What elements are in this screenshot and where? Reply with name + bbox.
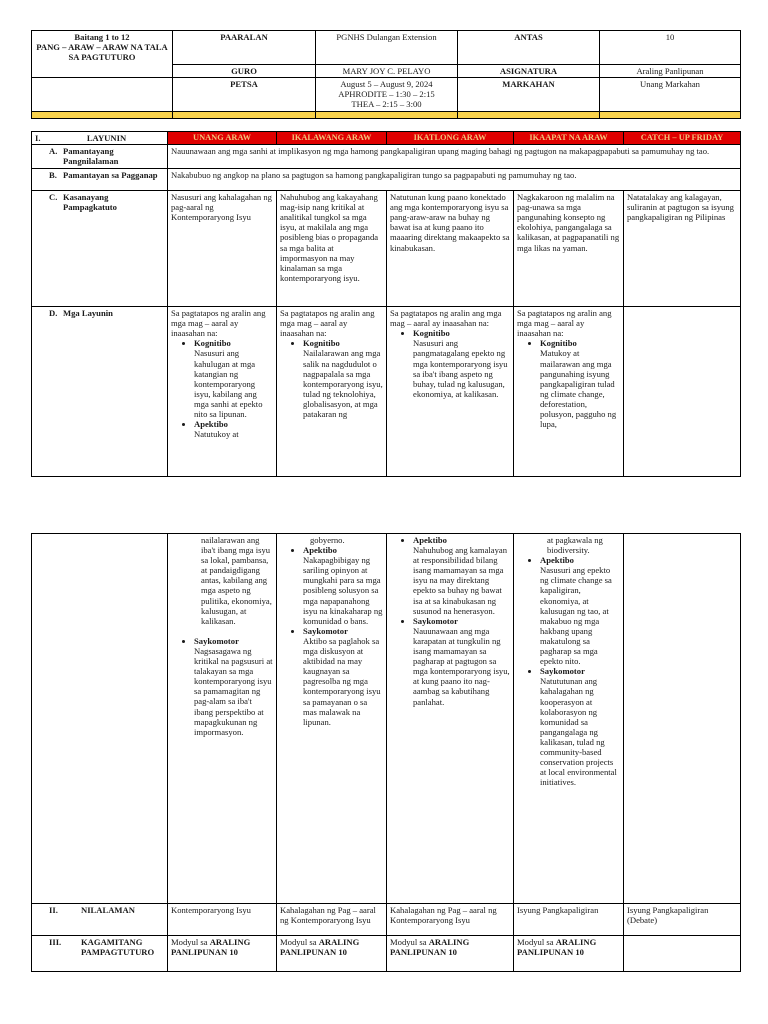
row-title: Pamantayan sa Pagganap [63, 170, 158, 181]
plan-table-page1 [31, 131, 741, 477]
yellow-band [32, 112, 173, 119]
apektibo-text-cont: nailalarawan ang iba't ibang mga isyu sa lokal, pambansa, at pandaigdigang antas, kabilang ang mga aspeto ng pulitika, ekonomiya, kalusugan, at kalikasan. [201, 535, 272, 626]
bullet-apektibo [540, 555, 620, 666]
kognitibo-label: Kognitibo [194, 338, 231, 349]
saykomotor-text: Natututunan ang kahalagahan ng kooperasyon at kolaborasyon ng komunidad sa pangangalaga ng kalikasan, tulad ng community-based conservation projects at local environmental initiatives. [540, 676, 617, 788]
layunin-intro: Sa pagtatapos ng aralin ang mga mag – aaral ay inaasahan na: [517, 308, 612, 339]
modyul-prefix: Modyul sa [171, 937, 208, 947]
petsa-value [316, 78, 458, 112]
antas-value: 10 [600, 31, 741, 65]
kagamitan-cell [277, 936, 387, 972]
pamantayan-sa-pagganap-text: Nakabubuo ng angkop na plano sa pagtugon sa hamong pangkapaligiran tungo sa pagpapabuti ng pamumuhay ng tao. [168, 169, 741, 191]
layunin-heading [32, 132, 168, 145]
nilalaman-cell: Kahalagahan ng Pag – aaral ng Kontemporaryong Isyu [277, 904, 387, 936]
kasanayan-cell: Natatalakay ang kalagayan, suliranin at pagtugon sa isyung pangkapaligiran ng Pilipinas [624, 191, 741, 307]
saykomotor-label: Saykomotor [413, 615, 458, 626]
bullet-saykomotor [540, 666, 620, 787]
markahan-value: Unang Markahan [600, 78, 741, 112]
paaralan-value: PGNHS Dulangan Extension [316, 31, 458, 65]
layunin-day1-cont [168, 534, 277, 904]
day-header: CATCH – UP FRIDAY [624, 132, 741, 145]
day-header: UNANG ARAW [168, 132, 277, 145]
kasanayan-cell: Natutunan kung paano konektado ang mga kontemporaryong isyu sa pang-araw-araw na buhay ng bawat isa at kung paano ito maaaring direktang makaapekto sa kinabukasan. [387, 191, 514, 307]
apektibo-text: Natutukoy at [194, 429, 239, 440]
empty-cell [32, 78, 173, 112]
apektibo-text: Nahuhubog ang kamalayan at responsibilidad bilang isang mamamayan sa mga isyu na may direktang epekto sa buhay ng bawat isa at sa kinabukasan ng susunod na henerasyon. [413, 545, 508, 616]
row-label-c [32, 191, 168, 307]
nilalaman-cell: Isyung Pangkapaligiran [514, 904, 624, 936]
kognitibo-text: Nasusuri ang kahulugan at mga katangian ng kontemporaryong isyu, kabilang ang mga sanhi at epekto nito sa lipunan. [194, 348, 263, 420]
nilalaman-cell: Kontemporaryong Isyu [168, 904, 277, 936]
layunin-day4-cont [514, 534, 624, 904]
day-header: IKATLONG ARAW [387, 132, 514, 145]
layunin-day5 [624, 307, 741, 477]
doc-title: PANG – ARAW – ARAW NA TALA SA PAGTUTURO [36, 42, 168, 63]
antas-label: ANTAS [458, 31, 600, 65]
row-letter: A. [49, 146, 58, 157]
saykomotor-label: Saykomotor [303, 625, 348, 636]
saykomotor-text: Nauunawaan ang mga karapatan at tungkulin ng isang mamamayan sa pagharap at pagtugon sa mga kontemporaryong isyu, at kung paano ito nag-aambag sa kabutihang panlahat. [413, 625, 510, 707]
layunin-day1 [168, 307, 277, 477]
layunin-day2-cont [277, 534, 387, 904]
section-number: I. [35, 133, 41, 143]
row-letter: C. [49, 192, 58, 203]
saykomotor-label: Saykomotor [540, 666, 585, 677]
nilalaman-cell: Isyung Pangkapaligiran (Debate) [624, 904, 741, 936]
kognitibo-label: Kognitibo [413, 328, 450, 339]
day-header: IKAAPAT NA ARAW [514, 132, 624, 145]
nilalaman-cell: Kahalagahan ng Pag – aaral ng Kontemporaryong Isyu [387, 904, 514, 936]
kognitibo-label: Kognitibo [303, 338, 340, 349]
guro-value: MARY JOY C. PELAYO [316, 65, 458, 78]
apektibo-text: Nakapagbibigay ng sariling opinyon at mungkahi para sa mga posibleng solusyon sa mga napapanahong isyu na kinakaharap ng komunidad o bans. [303, 555, 383, 626]
bullet-saykomotor [303, 626, 383, 727]
guro-label: GURO [173, 65, 316, 78]
kognitibo-text-cont: at pagkawala ng biodiversity. [547, 535, 603, 556]
section-number: III. [49, 937, 62, 947]
row-title: Pamantayang Pangnilalaman [63, 146, 119, 167]
petsa-line: THEA – 2:15 – 3:00 [351, 99, 422, 110]
layunin-day3 [387, 307, 514, 477]
modyul-prefix: Modyul sa [390, 937, 427, 947]
day-header: IKALAWANG ARAW [277, 132, 387, 145]
section-number: II. [49, 905, 58, 915]
kognitibo-text-cont: gobyerno. [310, 535, 345, 545]
modyul-title: ARALING PANLIPUNAN 10 [280, 937, 360, 958]
layunin-day2 [277, 307, 387, 477]
bullet-saykomotor [194, 636, 273, 737]
saykomotor-text: Aktibo sa paglahok sa mga diskusyon at aktibidad na may kaugnayan sa pagresolba ng mga kontemporaryong isyu sa pamayanan o sa mas malawak na lipunan. [303, 635, 381, 727]
apektibo-label: Apektibo [413, 535, 447, 545]
apektibo-label: Apektibo [303, 545, 337, 556]
apektibo-label: Apektibo [540, 555, 574, 566]
row-label-b [32, 169, 168, 191]
saykomotor-text: Nagsasagawa ng kritikal na pagsusuri at talakayan sa mga kontemporaryong isyu sa pamamagitan ng pag-alam sa iba't ibang perspektibo at mapagkukunan ng impormasyon. [194, 645, 273, 737]
row-title: Kasanayang Pampagkatuto [63, 192, 117, 213]
bullet-saykomotor [413, 616, 510, 707]
row-label-d [32, 307, 168, 477]
asignatura-value: Araling Panlipunan [600, 65, 741, 78]
bullet-kognitibo [194, 338, 273, 419]
modyul-title: ARALING PANLIPUNAN 10 [390, 937, 470, 958]
kagamitan-cell-empty [624, 936, 741, 972]
doc-title-cell [32, 31, 173, 78]
kagamitan-cell [514, 936, 624, 972]
kognitibo-text: Nasusuri ang pangmatagalang epekto ng mga kontemporaryong isyu sa iba't ibang aspeto ng buhay, tulad ng kalusugan, ekonomiya, at kalikasan. [413, 338, 508, 399]
pamantayang-pangnilalaman-text: Nauunawaan ang mga sanhi at implikasyon ng mga hamong pangkapaligiran upang maging bahagi ng pagtugon na makapagpapabuti sa pamumuhay ng tao. [168, 145, 741, 169]
asignatura-label: ASIGNATURA [458, 65, 600, 78]
row-label-d-continued [32, 534, 168, 904]
bullet-apektibo [303, 545, 383, 626]
modyul-prefix: Modyul sa [517, 937, 554, 947]
bullet-apektibo [194, 419, 273, 439]
plan-table-page2 [31, 533, 741, 972]
bullet-kognitibo [540, 338, 620, 429]
markahan-label: MARKAHAN [458, 78, 600, 112]
section-label: LAYUNIN [86, 133, 127, 143]
bullet-kognitibo [413, 328, 510, 399]
nilalaman-heading [32, 904, 168, 936]
row-label-a [32, 145, 168, 169]
kagamitan-heading [32, 936, 168, 972]
petsa-line: August 5 – August 9, 2024 [340, 79, 433, 90]
layunin-day3-cont [387, 534, 514, 904]
section-label: NILALAMAN [81, 905, 135, 915]
kognitibo-text: Nailalarawan ang mga salik na nagdudulot o nagpapalala sa mga kontemporaryong isyu, tulad ng teknolohiya, globalisasyon, at mga patakaran ng [303, 348, 383, 420]
row-title: Mga Layunin [63, 308, 113, 319]
modyul-title: ARALING PANLIPUNAN 10 [171, 937, 251, 958]
paaralan-label: PAARALAN [173, 31, 316, 65]
bullet-apektibo [413, 535, 510, 616]
petsa-line: APHRODITE – 1:30 – 2:15 [338, 89, 435, 100]
yellow-band [600, 112, 741, 119]
kasanayan-cell: Nagkakaroon ng malalim na pag-unawa sa mga pangunahing konsepto ng ekolohiya, pangangalaga sa kalikasan, at pagpapanatili ng mga likas na yaman. [514, 191, 624, 307]
yellow-band [316, 112, 458, 119]
modyul-prefix: Modyul sa [280, 937, 317, 947]
section-label: KAGAMITANG PAMPAGTUTURO [81, 937, 155, 958]
layunin-day5-cont [624, 534, 741, 904]
apektibo-text: Nasusuri ang epekto ng climate change sa kapaligiran, ekonomiya, at kalusugan ng tao, at makabuo ng mga hakbang upang makatulong sa pagharap sa mga epekto nito. [540, 565, 612, 667]
modyul-title: ARALING PANLIPUNAN 10 [517, 937, 597, 958]
row-letter: B. [49, 170, 57, 181]
apektibo-label: Apektibo [194, 419, 228, 430]
grade-line: Baitang 1 to 12 [74, 32, 130, 42]
layunin-day4 [514, 307, 624, 477]
petsa-label: PETSA [173, 78, 316, 112]
kasanayan-cell: Nahuhubog ang kakayahang mag-isip nang kritikal at analitikal tungkol sa mga isyu, at makilala ang mga posibleng bias o propaganda sa mga balita at impormasyon na may kinalaman sa mga kontemporaryong isyu. [277, 191, 387, 307]
row-letter: D. [49, 308, 58, 319]
kagamitan-cell [387, 936, 514, 972]
layunin-intro: Sa pagtatapos ng aralin ang mga mag – aaral ay inaasahan na: [171, 308, 266, 339]
yellow-band [458, 112, 600, 119]
saykomotor-label: Saykomotor [194, 635, 239, 646]
layunin-intro: Sa pagtatapos ng aralin ang mga mag – aaral ay inaasahan na: [390, 308, 502, 329]
kagamitan-cell [168, 936, 277, 972]
yellow-band [173, 112, 316, 119]
kognitibo-text: Matukoy at mailarawan ang mga pangunahing isyung pangkapaligiran tulad ng climate change, deforestation, polusyon, pagguho ng lupa, [540, 348, 617, 430]
kasanayan-cell: Nasusuri ang kahalagahan ng pag-aaral ng Kontemporaryong Isyu [168, 191, 277, 307]
header-table [31, 30, 741, 119]
bullet-kognitibo [303, 338, 383, 419]
kognitibo-label: Kognitibo [540, 338, 577, 349]
layunin-intro: Sa pagtatapos ng aralin ang mga mag – aaral ay inaasahan na: [280, 308, 375, 339]
